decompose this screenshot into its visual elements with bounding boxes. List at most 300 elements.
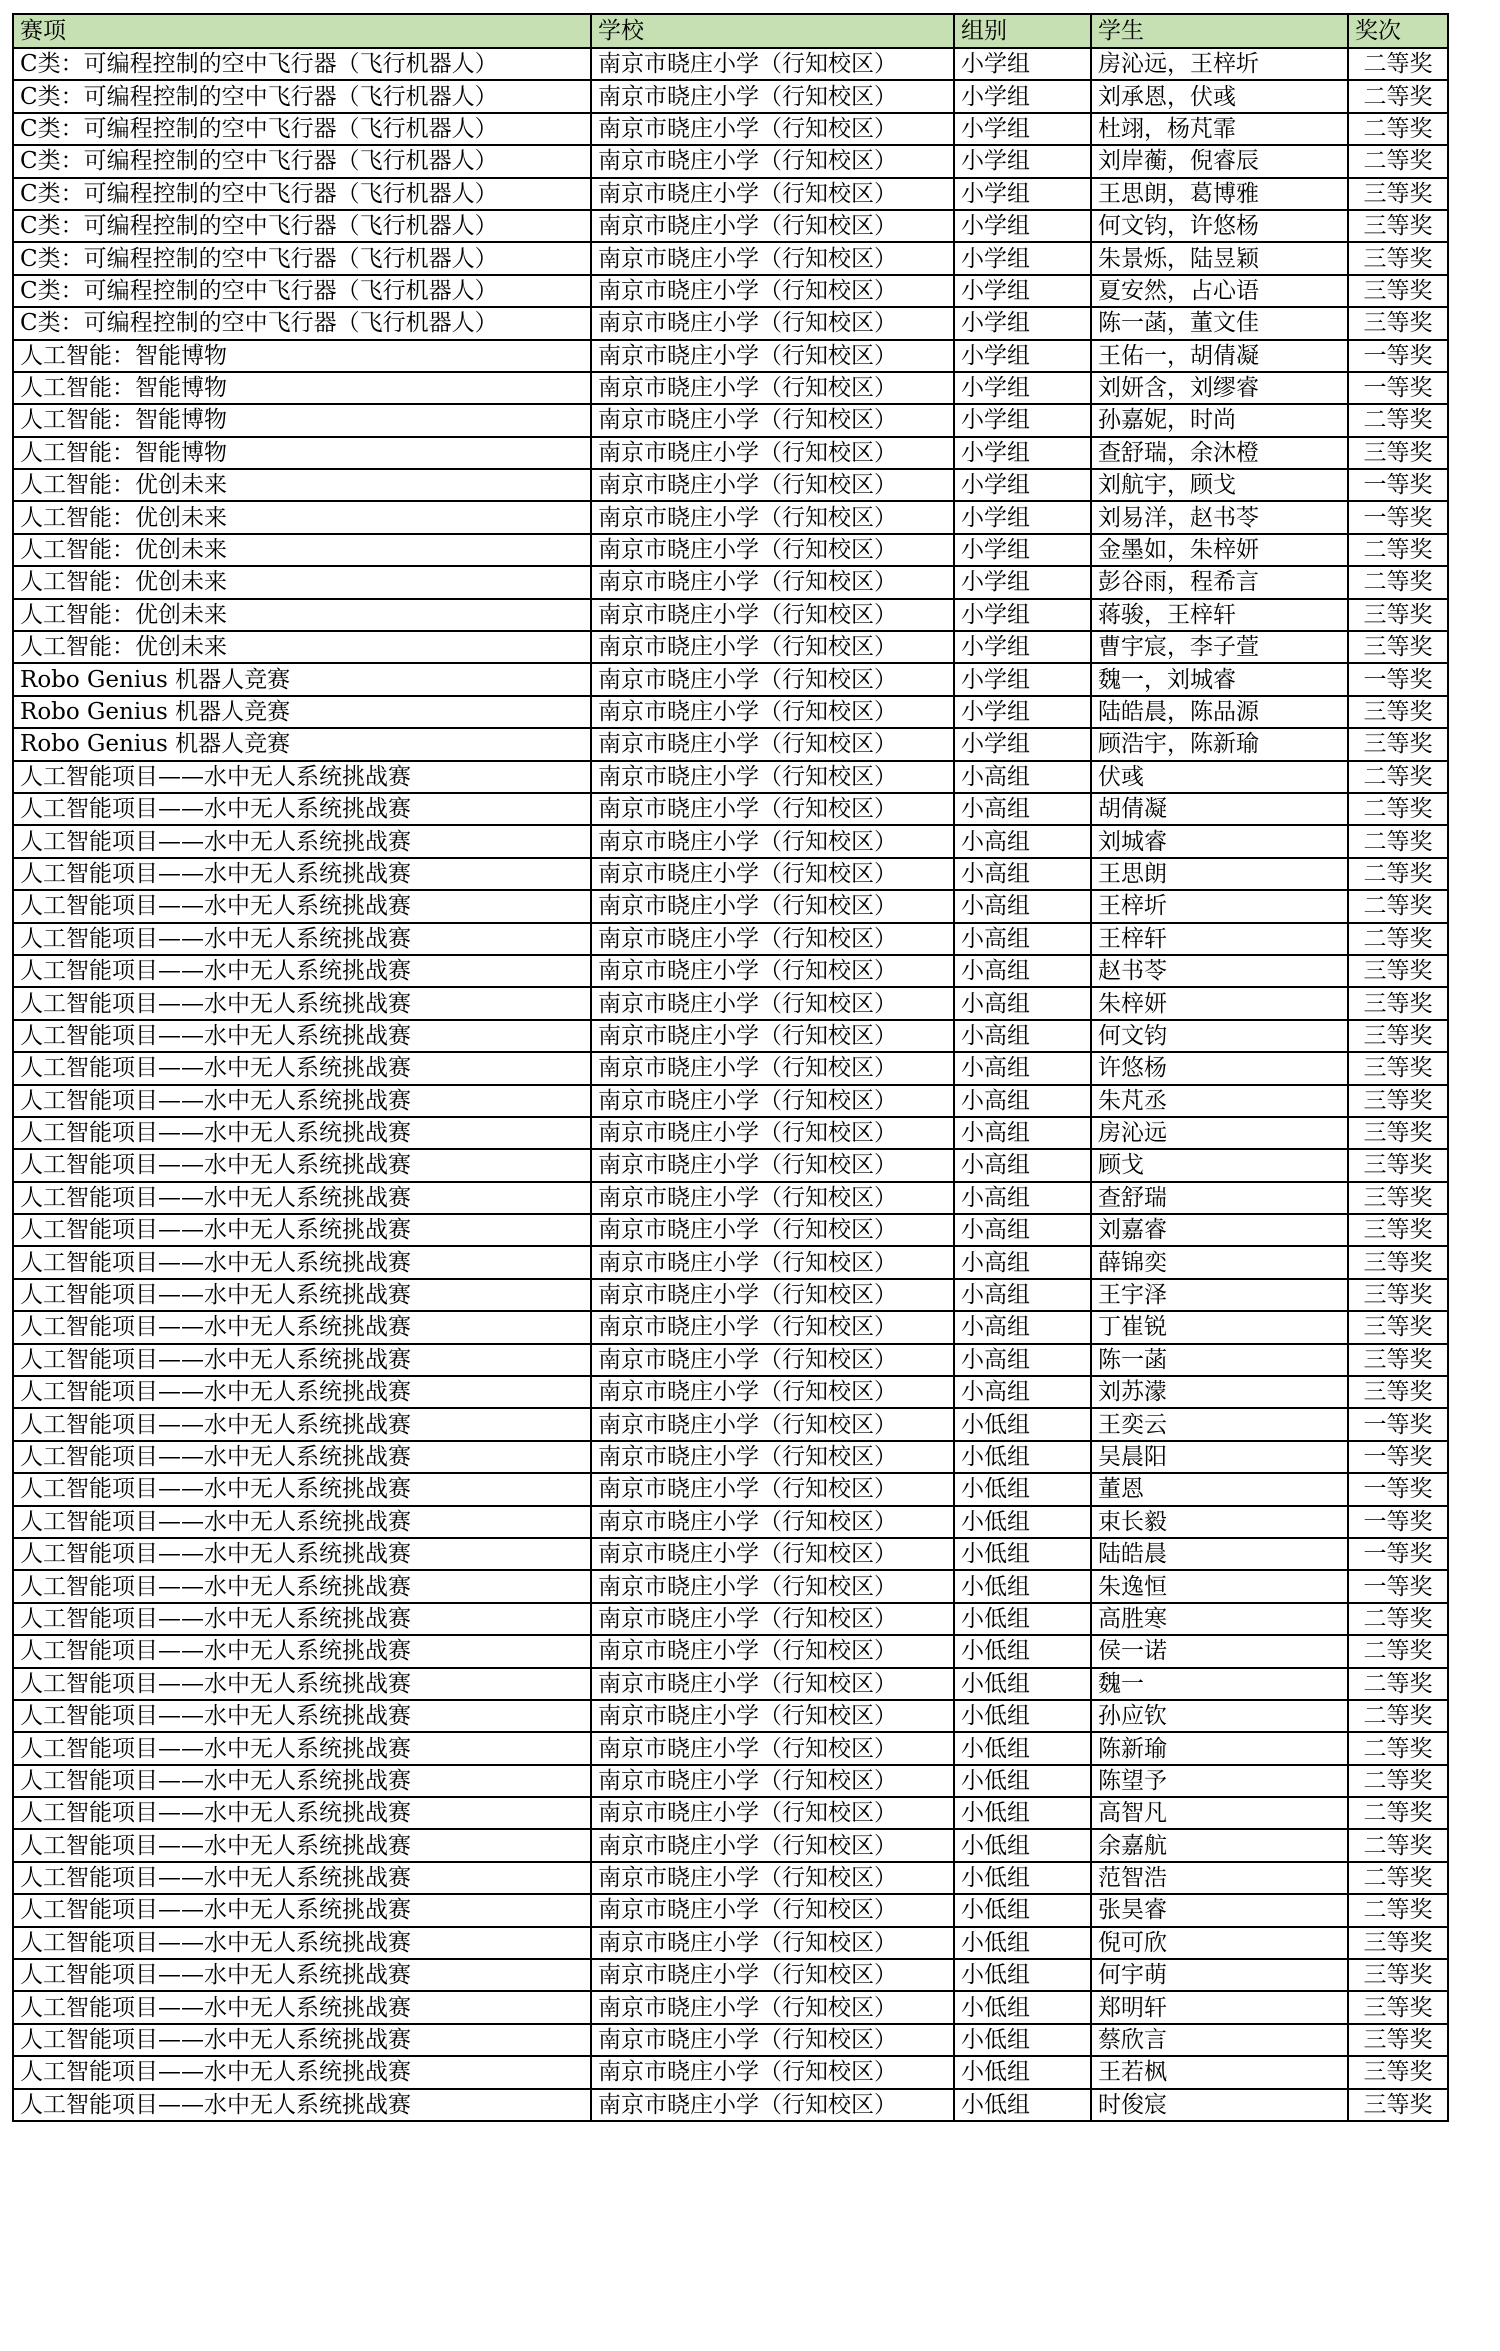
students-cell: 刘岸蘅，倪睿辰 xyxy=(1091,145,1348,177)
award-cell: 三等奖 xyxy=(1348,631,1448,663)
school-cell: 南京市晓庄小学（行知校区） xyxy=(591,1441,954,1473)
school-cell: 南京市晓庄小学（行知校区） xyxy=(591,1376,954,1408)
event-cell: 人工智能：优创未来 xyxy=(13,599,591,631)
group-cell: 小高组 xyxy=(954,1149,1091,1181)
school-cell: 南京市晓庄小学（行知校区） xyxy=(591,1959,954,1991)
students-cell: 王若枫 xyxy=(1091,2056,1348,2088)
event-cell: C类：可编程控制的空中飞行器（飞行机器人） xyxy=(13,178,591,210)
table-row xyxy=(13,663,1448,695)
award-cell: 二等奖 xyxy=(1348,48,1448,80)
table-row xyxy=(13,1570,1448,1602)
group-cell: 小学组 xyxy=(954,696,1091,728)
event-cell: 人工智能项目——水中无人系统挑战赛 xyxy=(13,1344,591,1376)
table-row xyxy=(13,2089,1448,2121)
group-cell: 小学组 xyxy=(954,728,1091,760)
school-cell: 南京市晓庄小学（行知校区） xyxy=(591,210,954,242)
table-row xyxy=(13,1635,1448,1667)
event-cell: C类：可编程控制的空中飞行器（飞行机器人） xyxy=(13,210,591,242)
school-cell: 南京市晓庄小学（行知校区） xyxy=(591,793,954,825)
table-row xyxy=(13,1441,1448,1473)
award-cell: 二等奖 xyxy=(1348,534,1448,566)
students-cell: 朱梓妍 xyxy=(1091,987,1348,1019)
students-cell: 刘苏濛 xyxy=(1091,1376,1348,1408)
students-cell: 魏一 xyxy=(1091,1668,1348,1700)
table-row xyxy=(13,728,1448,760)
students-cell: 余嘉航 xyxy=(1091,1829,1348,1861)
group-cell: 小学组 xyxy=(954,372,1091,404)
event-cell: 人工智能项目——水中无人系统挑战赛 xyxy=(13,1117,591,1149)
award-cell: 三等奖 xyxy=(1348,242,1448,274)
school-cell: 南京市晓庄小学（行知校区） xyxy=(591,599,954,631)
table-header xyxy=(13,14,1448,48)
students-cell: 范智浩 xyxy=(1091,1862,1348,1894)
table-row xyxy=(13,1311,1448,1343)
school-cell: 南京市晓庄小学（行知校区） xyxy=(591,1668,954,1700)
table-row xyxy=(13,437,1448,469)
school-cell: 南京市晓庄小学（行知校区） xyxy=(591,1473,954,1505)
group-cell: 小低组 xyxy=(954,1927,1091,1959)
group-cell: 小低组 xyxy=(954,1635,1091,1667)
students-cell: 高智凡 xyxy=(1091,1797,1348,1829)
table-row xyxy=(13,761,1448,793)
students-cell: 顾戈 xyxy=(1091,1149,1348,1181)
group-cell: 小低组 xyxy=(954,2089,1091,2121)
school-cell: 南京市晓庄小学（行知校区） xyxy=(591,1862,954,1894)
event-cell: 人工智能项目——水中无人系统挑战赛 xyxy=(13,858,591,890)
table-row xyxy=(13,145,1448,177)
school-cell: 南京市晓庄小学（行知校区） xyxy=(591,469,954,501)
students-cell: 查舒瑞 xyxy=(1091,1182,1348,1214)
group-cell: 小学组 xyxy=(954,404,1091,436)
award-cell: 一等奖 xyxy=(1348,372,1448,404)
group-cell: 小学组 xyxy=(954,48,1091,80)
table-row xyxy=(13,858,1448,890)
event-cell: 人工智能项目——水中无人系统挑战赛 xyxy=(13,955,591,987)
school-cell: 南京市晓庄小学（行知校区） xyxy=(591,113,954,145)
award-cell: 三等奖 xyxy=(1348,955,1448,987)
table-row xyxy=(13,1376,1448,1408)
event-cell: 人工智能项目——水中无人系统挑战赛 xyxy=(13,1797,591,1829)
school-cell: 南京市晓庄小学（行知校区） xyxy=(591,1344,954,1376)
award-cell: 一等奖 xyxy=(1348,1538,1448,1570)
group-cell: 小学组 xyxy=(954,599,1091,631)
table-row xyxy=(13,1506,1448,1538)
students-cell: 束长毅 xyxy=(1091,1506,1348,1538)
students-cell: 蒋骏，王梓轩 xyxy=(1091,599,1348,631)
students-cell: 王梓轩 xyxy=(1091,923,1348,955)
school-cell: 南京市晓庄小学（行知校区） xyxy=(591,825,954,857)
school-cell: 南京市晓庄小学（行知校区） xyxy=(591,1020,954,1052)
award-cell: 二等奖 xyxy=(1348,1862,1448,1894)
award-cell: 一等奖 xyxy=(1348,663,1448,695)
school-cell: 南京市晓庄小学（行知校区） xyxy=(591,178,954,210)
group-cell: 小高组 xyxy=(954,825,1091,857)
group-cell: 小高组 xyxy=(954,1376,1091,1408)
award-cell: 三等奖 xyxy=(1348,1344,1448,1376)
table-row xyxy=(13,2056,1448,2088)
school-cell: 南京市晓庄小学（行知校区） xyxy=(591,145,954,177)
award-cell: 二等奖 xyxy=(1348,1829,1448,1861)
table-row xyxy=(13,825,1448,857)
table-row xyxy=(13,1668,1448,1700)
event-cell: 人工智能：智能博物 xyxy=(13,404,591,436)
event-cell: 人工智能：智能博物 xyxy=(13,437,591,469)
school-cell: 南京市晓庄小学（行知校区） xyxy=(591,2024,954,2056)
event-cell: 人工智能项目——水中无人系统挑战赛 xyxy=(13,1506,591,1538)
event-cell: C类：可编程控制的空中飞行器（飞行机器人） xyxy=(13,145,591,177)
school-cell: 南京市晓庄小学（行知校区） xyxy=(591,1214,954,1246)
table-row xyxy=(13,1473,1448,1505)
group-cell: 小高组 xyxy=(954,890,1091,922)
students-cell: 刘妍含，刘缪睿 xyxy=(1091,372,1348,404)
group-cell: 小学组 xyxy=(954,534,1091,566)
students-cell: 董恩 xyxy=(1091,1473,1348,1505)
school-cell: 南京市晓庄小学（行知校区） xyxy=(591,1538,954,1570)
table-row xyxy=(13,48,1448,80)
school-cell: 南京市晓庄小学（行知校区） xyxy=(591,663,954,695)
students-cell: 查舒瑞，余沐橙 xyxy=(1091,437,1348,469)
event-cell: 人工智能：优创未来 xyxy=(13,501,591,533)
table-row xyxy=(13,340,1448,372)
students-cell: 曹宇宸，李子萱 xyxy=(1091,631,1348,663)
table-row xyxy=(13,1538,1448,1570)
table-row xyxy=(13,80,1448,112)
school-cell: 南京市晓庄小学（行知校区） xyxy=(591,340,954,372)
school-cell: 南京市晓庄小学（行知校区） xyxy=(591,1927,954,1959)
award-cell: 二等奖 xyxy=(1348,1732,1448,1764)
group-cell: 小高组 xyxy=(954,1085,1091,1117)
group-cell: 小学组 xyxy=(954,469,1091,501)
event-cell: 人工智能项目——水中无人系统挑战赛 xyxy=(13,1149,591,1181)
event-cell: 人工智能项目——水中无人系统挑战赛 xyxy=(13,1052,591,1084)
school-cell: 南京市晓庄小学（行知校区） xyxy=(591,1408,954,1440)
award-cell: 一等奖 xyxy=(1348,1441,1448,1473)
event-cell: 人工智能项目——水中无人系统挑战赛 xyxy=(13,890,591,922)
award-cell: 三等奖 xyxy=(1348,1182,1448,1214)
students-cell: 顾浩宇，陈新瑜 xyxy=(1091,728,1348,760)
group-cell: 小学组 xyxy=(954,242,1091,274)
award-cell: 三等奖 xyxy=(1348,1085,1448,1117)
table-row xyxy=(13,1149,1448,1181)
table-row xyxy=(13,469,1448,501)
award-cell: 三等奖 xyxy=(1348,1311,1448,1343)
school-cell: 南京市晓庄小学（行知校区） xyxy=(591,728,954,760)
event-cell: 人工智能项目——水中无人系统挑战赛 xyxy=(13,1182,591,1214)
event-cell: 人工智能项目——水中无人系统挑战赛 xyxy=(13,1829,591,1861)
students-cell: 王宇泽 xyxy=(1091,1279,1348,1311)
table-row xyxy=(13,275,1448,307)
award-cell: 三等奖 xyxy=(1348,1376,1448,1408)
event-cell: 人工智能项目——水中无人系统挑战赛 xyxy=(13,825,591,857)
award-cell: 二等奖 xyxy=(1348,1894,1448,1926)
school-cell: 南京市晓庄小学（行知校区） xyxy=(591,534,954,566)
event-cell: 人工智能项目——水中无人系统挑战赛 xyxy=(13,1376,591,1408)
students-cell: 房沁远，王梓圻 xyxy=(1091,48,1348,80)
award-cell: 三等奖 xyxy=(1348,1052,1448,1084)
group-cell: 小学组 xyxy=(954,113,1091,145)
school-cell: 南京市晓庄小学（行知校区） xyxy=(591,404,954,436)
table-row xyxy=(13,1085,1448,1117)
school-cell: 南京市晓庄小学（行知校区） xyxy=(591,2056,954,2088)
event-cell: 人工智能项目——水中无人系统挑战赛 xyxy=(13,1311,591,1343)
students-cell: 郑明轩 xyxy=(1091,1991,1348,2023)
school-cell: 南京市晓庄小学（行知校区） xyxy=(591,1085,954,1117)
award-cell: 三等奖 xyxy=(1348,178,1448,210)
event-cell: 人工智能项目——水中无人系统挑战赛 xyxy=(13,2024,591,2056)
event-cell: 人工智能项目——水中无人系统挑战赛 xyxy=(13,1700,591,1732)
award-cell: 三等奖 xyxy=(1348,1214,1448,1246)
school-cell: 南京市晓庄小学（行知校区） xyxy=(591,1700,954,1732)
students-cell: 丁崔锐 xyxy=(1091,1311,1348,1343)
award-cell: 三等奖 xyxy=(1348,1991,1448,2023)
table-row xyxy=(13,1829,1448,1861)
award-cell: 二等奖 xyxy=(1348,404,1448,436)
school-cell: 南京市晓庄小学（行知校区） xyxy=(591,1797,954,1829)
award-cell: 二等奖 xyxy=(1348,793,1448,825)
table-row xyxy=(13,1894,1448,1926)
table-body xyxy=(13,48,1448,2121)
students-cell: 彭谷雨，程希言 xyxy=(1091,566,1348,598)
students-cell: 刘航宇，顾戈 xyxy=(1091,469,1348,501)
school-cell: 南京市晓庄小学（行知校区） xyxy=(591,307,954,339)
students-cell: 陈新瑜 xyxy=(1091,1732,1348,1764)
table-row xyxy=(13,1797,1448,1829)
students-cell: 高胜寒 xyxy=(1091,1603,1348,1635)
group-cell: 小高组 xyxy=(954,955,1091,987)
table-row xyxy=(13,1927,1448,1959)
students-cell: 许悠杨 xyxy=(1091,1052,1348,1084)
award-cell: 一等奖 xyxy=(1348,340,1448,372)
students-cell: 王梓圻 xyxy=(1091,890,1348,922)
students-cell: 金墨如，朱梓妍 xyxy=(1091,534,1348,566)
event-cell: C类：可编程控制的空中飞行器（飞行机器人） xyxy=(13,80,591,112)
table-row xyxy=(13,890,1448,922)
group-cell: 小低组 xyxy=(954,1668,1091,1700)
award-cell: 三等奖 xyxy=(1348,275,1448,307)
group-cell: 小学组 xyxy=(954,210,1091,242)
table-row xyxy=(13,242,1448,274)
event-cell: 人工智能项目——水中无人系统挑战赛 xyxy=(13,923,591,955)
students-cell: 时俊宸 xyxy=(1091,2089,1348,2121)
group-cell: 小高组 xyxy=(954,1020,1091,1052)
group-cell: 小高组 xyxy=(954,858,1091,890)
event-cell: 人工智能项目——水中无人系统挑战赛 xyxy=(13,793,591,825)
students-cell: 王思朗 xyxy=(1091,858,1348,890)
table-row xyxy=(13,923,1448,955)
event-cell: 人工智能项目——水中无人系统挑战赛 xyxy=(13,1441,591,1473)
group-cell: 小低组 xyxy=(954,1732,1091,1764)
event-cell: 人工智能项目——水中无人系统挑战赛 xyxy=(13,761,591,793)
award-cell: 一等奖 xyxy=(1348,501,1448,533)
students-cell: 杜翊，杨芃霏 xyxy=(1091,113,1348,145)
award-cell: 二等奖 xyxy=(1348,1603,1448,1635)
students-cell: 胡倩凝 xyxy=(1091,793,1348,825)
students-cell: 陈一菡 xyxy=(1091,1344,1348,1376)
school-cell: 南京市晓庄小学（行知校区） xyxy=(591,1765,954,1797)
school-cell: 南京市晓庄小学（行知校区） xyxy=(591,1117,954,1149)
group-cell: 小学组 xyxy=(954,80,1091,112)
award-cell: 三等奖 xyxy=(1348,2056,1448,2088)
header-school: 学校 xyxy=(591,14,954,48)
students-cell: 朱芃丞 xyxy=(1091,1085,1348,1117)
table-row xyxy=(13,1862,1448,1894)
school-cell: 南京市晓庄小学（行知校区） xyxy=(591,1052,954,1084)
table-row xyxy=(13,1991,1448,2023)
table-row xyxy=(13,1052,1448,1084)
group-cell: 小高组 xyxy=(954,1279,1091,1311)
award-cell: 三等奖 xyxy=(1348,696,1448,728)
table-row xyxy=(13,178,1448,210)
students-cell: 刘嘉睿 xyxy=(1091,1214,1348,1246)
school-cell: 南京市晓庄小学（行知校区） xyxy=(591,1991,954,2023)
students-cell: 孙嘉妮，时尚 xyxy=(1091,404,1348,436)
award-cell: 二等奖 xyxy=(1348,1765,1448,1797)
table-row xyxy=(13,1603,1448,1635)
students-cell: 蔡欣言 xyxy=(1091,2024,1348,2056)
group-cell: 小高组 xyxy=(954,987,1091,1019)
students-cell: 夏安然，占心语 xyxy=(1091,275,1348,307)
award-cell: 三等奖 xyxy=(1348,1246,1448,1278)
event-cell: 人工智能项目——水中无人系统挑战赛 xyxy=(13,1020,591,1052)
group-cell: 小学组 xyxy=(954,663,1091,695)
students-cell: 薛锦奕 xyxy=(1091,1246,1348,1278)
table-row xyxy=(13,1279,1448,1311)
students-cell: 侯一诺 xyxy=(1091,1635,1348,1667)
table-row xyxy=(13,1700,1448,1732)
group-cell: 小学组 xyxy=(954,145,1091,177)
event-cell: Robo Genius 机器人竞赛 xyxy=(13,728,591,760)
event-cell: 人工智能：优创未来 xyxy=(13,469,591,501)
event-cell: 人工智能项目——水中无人系统挑战赛 xyxy=(13,1538,591,1570)
school-cell: 南京市晓庄小学（行知校区） xyxy=(591,1829,954,1861)
award-cell: 三等奖 xyxy=(1348,599,1448,631)
group-cell: 小高组 xyxy=(954,761,1091,793)
school-cell: 南京市晓庄小学（行知校区） xyxy=(591,1311,954,1343)
school-cell: 南京市晓庄小学（行知校区） xyxy=(591,858,954,890)
group-cell: 小高组 xyxy=(954,1052,1091,1084)
school-cell: 南京市晓庄小学（行知校区） xyxy=(591,955,954,987)
award-cell: 一等奖 xyxy=(1348,1570,1448,1602)
group-cell: 小学组 xyxy=(954,437,1091,469)
event-cell: 人工智能项目——水中无人系统挑战赛 xyxy=(13,1570,591,1602)
group-cell: 小学组 xyxy=(954,307,1091,339)
table-row xyxy=(13,696,1448,728)
school-cell: 南京市晓庄小学（行知校区） xyxy=(591,501,954,533)
school-cell: 南京市晓庄小学（行知校区） xyxy=(591,566,954,598)
students-cell: 刘易洋，赵书苓 xyxy=(1091,501,1348,533)
group-cell: 小低组 xyxy=(954,1441,1091,1473)
school-cell: 南京市晓庄小学（行知校区） xyxy=(591,2089,954,2121)
school-cell: 南京市晓庄小学（行知校区） xyxy=(591,275,954,307)
group-cell: 小高组 xyxy=(954,1311,1091,1343)
event-cell: 人工智能项目——水中无人系统挑战赛 xyxy=(13,1765,591,1797)
students-cell: 孙应钦 xyxy=(1091,1700,1348,1732)
school-cell: 南京市晓庄小学（行知校区） xyxy=(591,1732,954,1764)
award-cell: 三等奖 xyxy=(1348,1927,1448,1959)
school-cell: 南京市晓庄小学（行知校区） xyxy=(591,1894,954,1926)
table-row xyxy=(13,1344,1448,1376)
school-cell: 南京市晓庄小学（行知校区） xyxy=(591,987,954,1019)
students-cell: 赵书苓 xyxy=(1091,955,1348,987)
table-row xyxy=(13,631,1448,663)
group-cell: 小低组 xyxy=(954,1570,1091,1602)
award-cell: 二等奖 xyxy=(1348,890,1448,922)
students-cell: 刘承恩，伏彧 xyxy=(1091,80,1348,112)
students-cell: 刘城睿 xyxy=(1091,825,1348,857)
award-cell: 三等奖 xyxy=(1348,1279,1448,1311)
group-cell: 小低组 xyxy=(954,1797,1091,1829)
event-cell: C类：可编程控制的空中飞行器（飞行机器人） xyxy=(13,113,591,145)
award-cell: 一等奖 xyxy=(1348,469,1448,501)
award-cell: 三等奖 xyxy=(1348,1149,1448,1181)
group-cell: 小低组 xyxy=(954,1603,1091,1635)
table-row xyxy=(13,210,1448,242)
award-cell: 二等奖 xyxy=(1348,1635,1448,1667)
group-cell: 小学组 xyxy=(954,178,1091,210)
award-cell: 三等奖 xyxy=(1348,2024,1448,2056)
group-cell: 小低组 xyxy=(954,1506,1091,1538)
header-students: 学生 xyxy=(1091,14,1348,48)
event-cell: C类：可编程控制的空中飞行器（飞行机器人） xyxy=(13,307,591,339)
group-cell: 小高组 xyxy=(954,1214,1091,1246)
event-cell: 人工智能项目——水中无人系统挑战赛 xyxy=(13,1991,591,2023)
table-row xyxy=(13,599,1448,631)
students-cell: 魏一，刘城睿 xyxy=(1091,663,1348,695)
table-row xyxy=(13,1959,1448,1991)
award-cell: 二等奖 xyxy=(1348,1700,1448,1732)
school-cell: 南京市晓庄小学（行知校区） xyxy=(591,1149,954,1181)
event-cell: 人工智能项目——水中无人系统挑战赛 xyxy=(13,2089,591,2121)
school-cell: 南京市晓庄小学（行知校区） xyxy=(591,1570,954,1602)
table-row xyxy=(13,307,1448,339)
table-row xyxy=(13,113,1448,145)
school-cell: 南京市晓庄小学（行知校区） xyxy=(591,923,954,955)
group-cell: 小学组 xyxy=(954,340,1091,372)
group-cell: 小低组 xyxy=(954,1408,1091,1440)
students-cell: 陆皓晨 xyxy=(1091,1538,1348,1570)
award-cell: 三等奖 xyxy=(1348,2089,1448,2121)
event-cell: 人工智能项目——水中无人系统挑战赛 xyxy=(13,1668,591,1700)
group-cell: 小高组 xyxy=(954,923,1091,955)
students-cell: 何宇萌 xyxy=(1091,1959,1348,1991)
table-row xyxy=(13,1117,1448,1149)
students-cell: 陈望予 xyxy=(1091,1765,1348,1797)
school-cell: 南京市晓庄小学（行知校区） xyxy=(591,242,954,274)
award-cell: 一等奖 xyxy=(1348,1408,1448,1440)
group-cell: 小低组 xyxy=(954,1894,1091,1926)
group-cell: 小高组 xyxy=(954,793,1091,825)
event-cell: 人工智能项目——水中无人系统挑战赛 xyxy=(13,1085,591,1117)
group-cell: 小学组 xyxy=(954,631,1091,663)
event-cell: 人工智能项目——水中无人系统挑战赛 xyxy=(13,1246,591,1278)
group-cell: 小学组 xyxy=(954,275,1091,307)
award-cell: 二等奖 xyxy=(1348,1797,1448,1829)
group-cell: 小学组 xyxy=(954,566,1091,598)
event-cell: 人工智能项目——水中无人系统挑战赛 xyxy=(13,1862,591,1894)
students-cell: 伏彧 xyxy=(1091,761,1348,793)
award-cell: 一等奖 xyxy=(1348,1473,1448,1505)
table-row xyxy=(13,566,1448,598)
event-cell: 人工智能：优创未来 xyxy=(13,566,591,598)
students-cell: 吴晨阳 xyxy=(1091,1441,1348,1473)
students-cell: 陆皓晨，陈品源 xyxy=(1091,696,1348,728)
header-award: 奖次 xyxy=(1348,14,1448,48)
table-row xyxy=(13,987,1448,1019)
award-cell: 三等奖 xyxy=(1348,1959,1448,1991)
table-row xyxy=(13,534,1448,566)
event-cell: 人工智能项目——水中无人系统挑战赛 xyxy=(13,1603,591,1635)
school-cell: 南京市晓庄小学（行知校区） xyxy=(591,890,954,922)
